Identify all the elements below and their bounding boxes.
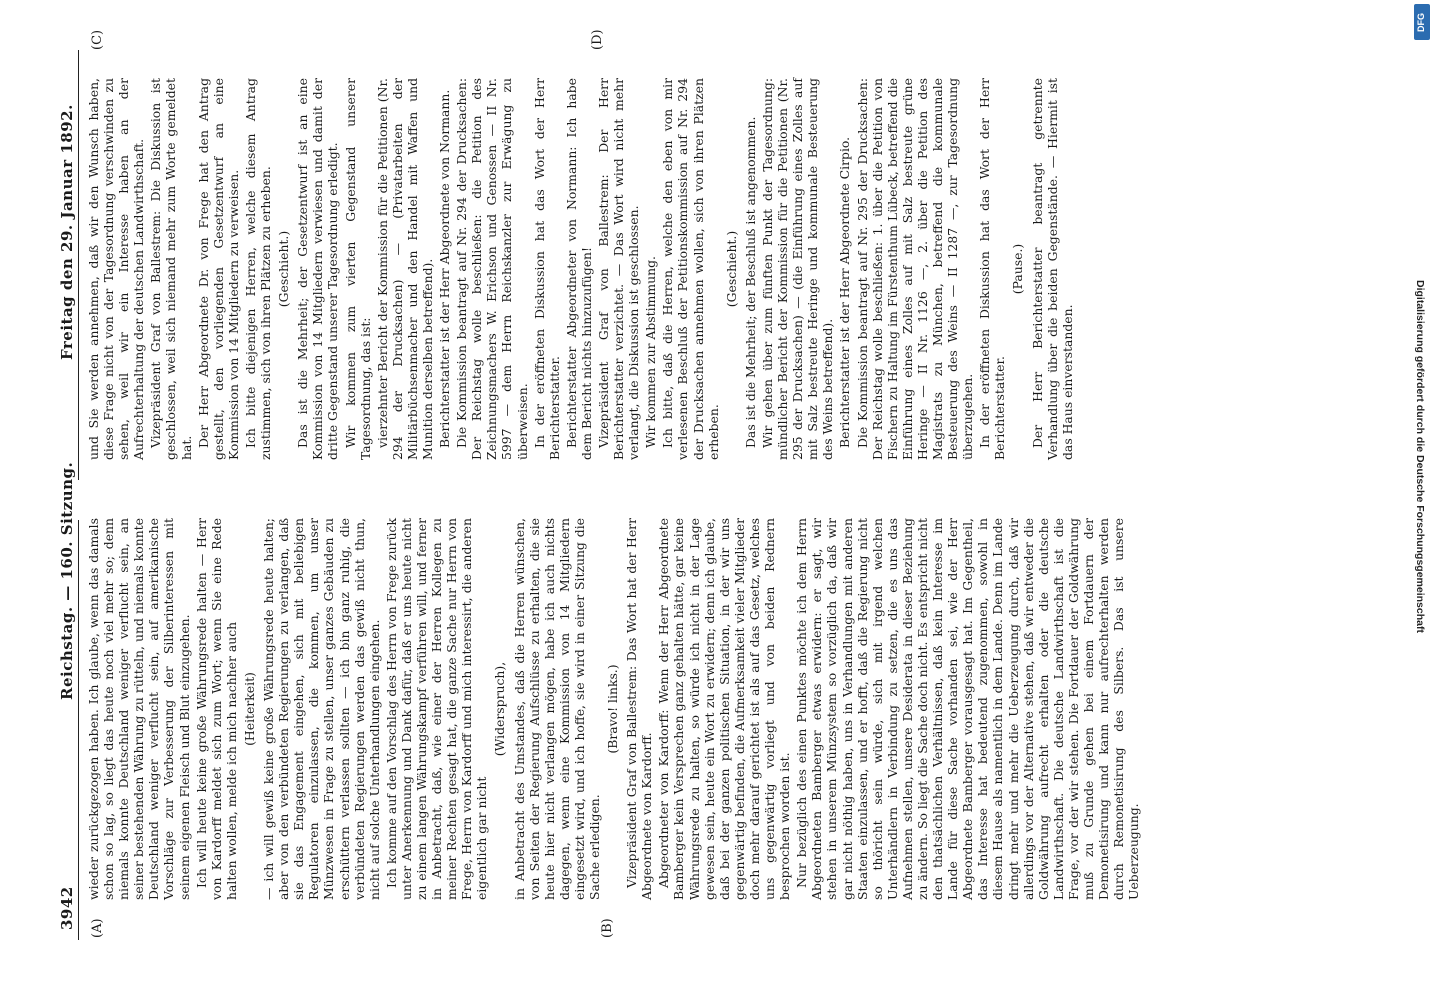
paragraph: und Sie werden annehmen, daß wir den Wunsch haben, diese Frage nicht von der Tagesordnung verschwinden zu sehen, weil wir ein Interesse haben an der Aufrechterhaltung der deutschen Landwirthschaft. (86, 78, 147, 460)
page-number: 3942 (58, 886, 76, 930)
paragraph: Ich bitte diejenigen Herren, welche diesem Antrag zustimmen, sich von ihren Plätzen zu erheben. (242, 78, 274, 460)
paragraph: Wir kommen zur Abstimmung. (643, 256, 659, 448)
paragraph: Wir kommen zum vierten Gegenstand unserer Tagesordnung, das ist: (342, 78, 373, 460)
paragraph: wieder zurückgezogen haben. Ich glaube, wenn das damals schon so lag, so liegt das heute noch viel mehr so; denn niemals konnte Deutschland weniger verflucht sein, an seiner bestehenden Währung zu rütteln, und niemals konnte Deutschland weniger verflucht sein, auf amerikanische Vorschläge zur Verbesserung der Silberinteressen mit seinem eigenen Fleisch und Blut einzugehen. (86, 518, 192, 900)
margin-mark-a: (A) (90, 918, 105, 938)
header-rule-left (78, 520, 79, 940)
interjection: (Heiterkeit) (241, 672, 257, 746)
digitization-credit: Digitalisierung gefördert durch die Deutsche Forschungsgemeinschaft (1414, 280, 1426, 633)
interjection: (Bravo! links.) (605, 664, 621, 754)
paragraph: — ich will gewiß keine große Währungsrede heute halten; aber von den verbündeten Regierungen zu verlangen, daß sie das Engagement eingehen, sich mit beliebigen Regulatoren einzulassen, die kommen, um unser Münzwesen in Frage zu stellen, unser ganzes Gebäuden zu erschüttern verlassen sollten — ich bin ganz ruhig, die verbündeten Regierungen werden das gewiß nicht thun, nicht auf solche Unterhandlungen eingehen. (261, 518, 382, 900)
interjection: (Widerspruch), (492, 661, 508, 757)
paragraph: in Anbetracht des Umstandes, daß die Herren wünschen, von Seiten der Regierung Aufschlüsse zu erhalten, die sie heute hier nicht verlangen mögen, habe ich auch nichts dagegen, wenn eine Kommission von 14 Mitgliedern eingesetzt wird, und ich hoffe, sie wird in einer Sitzung die Sache erledigen. (511, 518, 602, 900)
right-column (86, 78, 1077, 460)
paragraph: Vizepräsident Graf von Ballestrem: Der Herr Berichterstatter verzichtet. — Das Wort wird nicht mehr verlangt, die Diskussion ist geschlossen. (596, 78, 642, 460)
paragraph: Berichterstatter Abgeordneter von Normann: Ich habe dem Bericht nichts hinzuzufügen! (563, 78, 594, 460)
paragraph: Der Herr Berichterstatter beantragt getrennte Verhandlung über die beiden Gegenstände. — Hiermit ist das Haus einverstanden. (1029, 78, 1075, 460)
paragraph: In der eröffneten Diskussion hat das Wort der Herr Berichterstatter. (531, 78, 562, 460)
dfg-logo (1414, 4, 1430, 40)
paragraph: Ich will heute keine große Währungsrede halten — Herr von Kardorff meldet sich zum Wort; wenn Sie eine Rede halten wollen, melde ich mich nachher auch (193, 518, 239, 900)
paragraph: Der Herr Abgeordnete Dr. von Frege hat den Antrag gestellt, den vorliegenden Gesetzentwurf an eine Kommission von 14 Mitgliedern zu verweisen. (195, 78, 241, 460)
margin-mark-c: (C) (90, 29, 105, 50)
interjection: (Pause.) (1010, 243, 1026, 295)
session-date: Freitag den 29. Januar 1892. (58, 104, 76, 360)
paragraph: Berichterstatter ist der Herr Abgeordnete Cirpio. (837, 136, 853, 448)
paragraph: In der eröffneten Diskussion hat das Wort der Herr Berichterstatter. (977, 78, 1008, 460)
paragraph: Nur bezüglich des einen Punktes möchte ich dem Herrn Abgeordneten Bamberger etwas erwidern: er sagt, wir stehen in unserem Münzsystem so vorzüglich da, daß wir gar nicht nöthig haben, uns in Verhandlungen mit anderen Staaten einzulassen, und er hofft, daß die Regierung nicht so thöricht sein würde, sich mit irgend welchen Unterhändlern in Verbindung zu setzen, die es uns das Aufnehmen stellen, unsere Desiderata in dieser Beziehung zu ändern. So liegt die Sache doch nicht. Es entspricht nicht den thatsächlichen Verhältnissen, daß kein Interesse im Lande für diese Sache vorhanden sei, wie der Herr Abgeordnete Bamberger vorausgesagt hat. Im Gegentheil, das Interesse hat bedeutend zugenommen, sowohl in diesem Hause als namentlich in dem Lande. Denn im Lande dringt mehr und mehr die Ueberzeugung durch, daß wir allerdings vor der Alternative stehen, daß wir entweder die Goldwährung aufrecht erhalten oder die deutsche Landwirthschaft. Die deutsche Landwirthschaft ist die Frage, vor der wir stehen. Die Fortdauer der Goldwährung muß zu Grunde gehen bei einem Fortdauern der Demonetisirung und kann nur aufrechterhalten werden durch Remonetisirung des Silbers. Das ist unsere Ueberzeugung. (794, 518, 1142, 900)
interjection: (Geschieht.) (276, 230, 292, 308)
paragraph: Vizepräsident Graf von Ballestrem: Die Diskussion ist geschlossen, weil sich niemand mehr zum Worte gemeldet hat. (148, 78, 194, 460)
agenda-item: Wir gehen über zum fünften Punkt der Tagesordnung: mündlicher Bericht der Kommission für die Petitionen (Nr. 295 der Drucksachen) — (die Einführung eines Zolles auf mit Salz bestreute Heringe und kommunale Besteuerung des Weins betreffend). (759, 78, 836, 460)
agenda-item: vierzehnter Bericht der Kommission für die Petitionen (Nr. 294 der Drucksachen) — (Privatarbeiten der Militärbüchsenmacher und den Handel mit Waffen und Munition derselben betreffend). (374, 78, 435, 460)
interjection: (Geschieht.) (723, 230, 739, 308)
paragraph: Berichterstatter ist der Herr Abgeordnete von Normann. (437, 89, 453, 448)
paragraph: Vizepräsident Graf von Ballestrem: Das Wort hat der Herr Abgeordnete von Kardorff. (624, 518, 655, 900)
margin-mark-d: (D) (590, 29, 605, 50)
left-column (86, 518, 1143, 900)
paragraph: Ich bitte, daß die Herren, welche den eben von mir verlesenen Beschluß der Petitionskommission auf Nr. 294 der Drucksachen annehmen wollen, sich von ihren Plätzen erheben. (660, 78, 721, 460)
session-title: Reichstag. — 160. Sitzung. (58, 461, 76, 700)
paragraph: Ich komme auf den Vorschlag des Herrn von Frege zurück unter Anerkennung und Dank dafür, daß er uns heute nicht zu einem langen Währungskampf verführen will, und ferner in Anbetracht, daß, wie einer der Herren Kollegen zu meiner Rechten gesagt hat, die ganze Sache nur Herrn von Frege, Herrn von Kardorff und mich interessirt, die anderen eigentlich gar nicht (383, 518, 490, 900)
paragraph: Das ist die Mehrheit; der Beschluß ist angenommen. (742, 116, 758, 448)
paragraph: Die Kommission beantragt auf Nr. 295 der Drucksachen: Der Reichstag wolle beschließen: 1. über die Petition von Fischern zu Haltung im Fürstenthum Lübeck, betreffend die Einführung eines Zolles auf mit Salz bestreute grüne Heringe — II Nr. 1126 —, 2. über die Petition des Magistrats zu München, betreffend die kommunale Besteuerung des Weins — II 1287 —, zur Tagesordnung überzugehen. (854, 78, 976, 460)
paragraph: Die Kommission beantragt auf Nr. 294 der Drucksachen: Der Reichstag wolle beschließen: die Petition des Zeichnungsmachers W. Erichson und Genossen — II Nr. 5997 — dem Herrn Reichskanzler zur Erwägung zu überweisen. (454, 78, 530, 460)
paragraph: Abgeordneter von Kardorff: Wenn der Herr Abgeordnete Bamberger kein Versprechen ganz gehalten hätte, gar keine Währungsrede zu halten, so würde ich nicht in der Lage gewesen sein, heute ein Wort zu erwidern; denn ich glaube, daß bei der ganzen politischen Situation, in der wir uns gegenwärtig befinden, die Aufmerksamkeit vieler Mitglieder doch mehr darauf gerichtet ist als auf das Gesetz, welches uns gegenwärtig vorliegt und von beiden Rednern besprochen worden ist. (656, 518, 793, 900)
paragraph: Das ist die Mehrheit; der Gesetzentwurf ist an eine Kommission von 14 Mitgliedern verwiesen und damit der dritte Gegenstand unserer Tagesordnung erledigt. (295, 78, 341, 460)
dfg-logo-text: DFG (1416, 13, 1426, 32)
margin-mark-b: (B) (600, 918, 615, 938)
header-rule-right (78, 50, 79, 480)
